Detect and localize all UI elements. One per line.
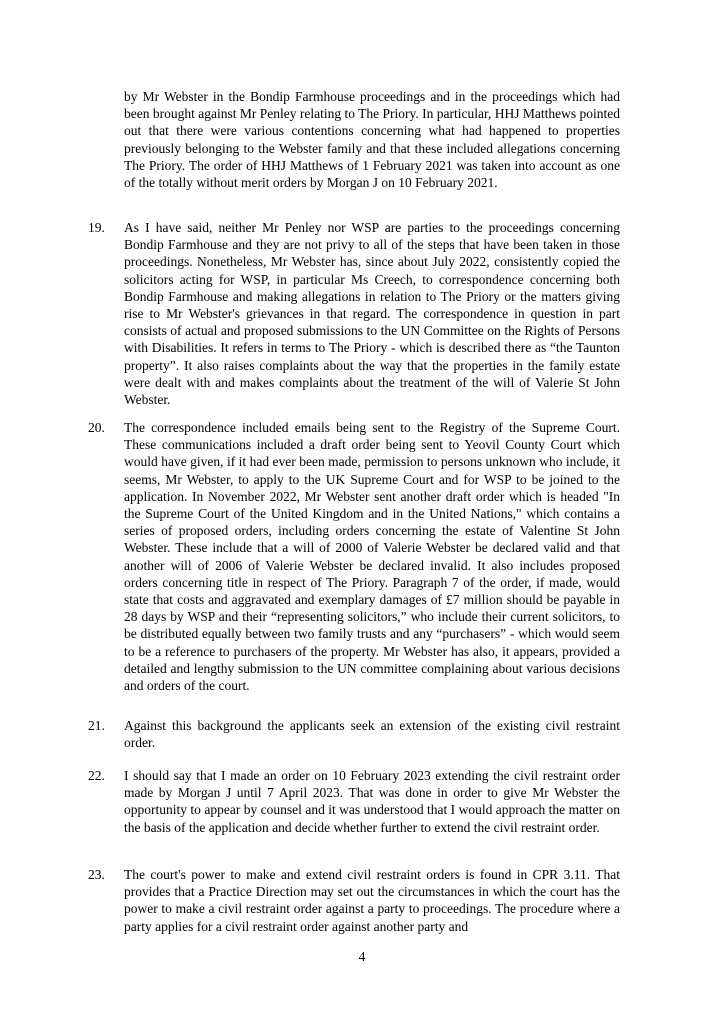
paragraph-20: The correspondence included emails being sent to the Registry of the Supreme Court. These communications included a draft order being sent to Yeovil County Court which would have given, if it had ever been made, permission to persons unknown who include, it seems, Mr Webster, to apply to the UK Supreme Court and for WSP to be joined to the application. In November 2022, Mr Webster sent another draft order which is headed "In the Supreme Court of the United Kingdom and in the United Nations," which contains a series of proposed orders, including orders concerning the estate of Valentine St John Webster. These include that a will of 2000 of Valerie Webster be declared valid and that another will of 2006 of Valerie Webster be declared invalid. It also includes proposed orders concerning title in respect of The Priory. Paragraph 7 of the order, if made, would state that costs and aggravated and exemplary damages of £7 million should be payable in 28 days by WSP and their “representing solicitors,” who include their current solicitors, to be distributed equally between two family trusts and any “purchasers” - which would seem to be a reference to purchasers of the property. Mr Webster has also, it appears, provided a detailed and lengthy submission to the UN committee complaining about various decisions and orders of the court. — [124, 420, 620, 694]
paragraph-number-20: 20. — [88, 420, 105, 435]
page-number: 4 — [358, 949, 366, 964]
paragraph-21: Against this background the applicants seek an extension of the existing civil restraint order. — [124, 718, 620, 751]
paragraph-18-continuation: by Mr Webster in the Bondip Farmhouse proceedings and in the proceedings which had been brought against Mr Penley relating to The Priory. In particular, HHJ Matthews pointed out that there were various contentions concerning what had happened to properties previously belonging to the Webster family and that these included allegations concerning The Priory. The order of HHJ Matthews of 1 February 2021 was taken into account as one of the totally without merit orders by Morgan J on 10 February 2021. — [124, 89, 620, 191]
paragraph-22: I should say that I made an order on 10 February 2023 extending the civil restraint order made by Morgan J until 7 April 2023. That was done in order to give Mr Webster the opportunity to appear by counsel and it was understood that I would approach the matter on the basis of the application and decide whether further to extend the civil restraint order. — [124, 768, 620, 835]
paragraph-number-22: 22. — [88, 768, 105, 783]
paragraph-19: As I have said, neither Mr Penley nor WSP are parties to the proceedings concerning Bondip Farmhouse and they are not privy to all of the steps that have been taken in those proceedings. Nonetheless, Mr Webster has, since about July 2022, consistently copied the solicitors acting for WSP, in particular Ms Creech, to correspondence concerning both Bondip Farmhouse and making allegations in relation to The Priory or the matters giving rise to Mr Webster's grievances in that regard. The correspondence in question in part consists of actual and proposed submissions to the UN Committee on the Rights of Persons with Disabilities. It refers in terms to The Priory - which is described there as “the Taunton property”. It also raises complaints about the way that the properties in the family estate were dealt with and makes complaints about the treatment of the will of Valerie St John Webster. — [124, 220, 620, 408]
paragraph-number-19: 19. — [88, 220, 105, 235]
paragraph-number-21: 21. — [88, 718, 105, 733]
paragraph-23: The court's power to make and extend civil restraint orders is found in CPR 3.11. That provides that a Practice Direction may set out the circumstances in which the court has the power to make a civil restraint order against a party to proceedings. The procedure where a party applies for a civil restraint order against another party and — [124, 867, 620, 934]
paragraph-number-23: 23. — [88, 867, 105, 882]
